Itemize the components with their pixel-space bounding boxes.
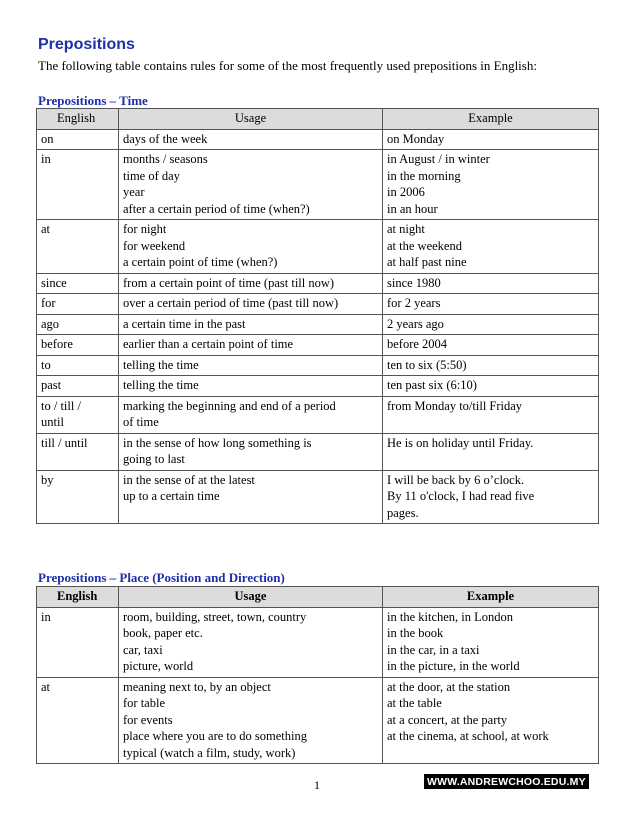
usage-cell: [119, 220, 383, 274]
english-text-line: for: [41, 296, 56, 310]
english-text-line: to / till /: [41, 398, 81, 413]
example-cell: [383, 273, 599, 294]
intro-text: The following table contains rules for some of the most frequently used prepositions in English:: [38, 58, 537, 73]
column-header-english: English: [37, 587, 119, 608]
page-title: Prepositions: [38, 36, 135, 53]
table-row: [37, 607, 599, 677]
english-cell: [37, 607, 119, 677]
usage-cell: [119, 376, 383, 397]
table-row: [37, 470, 599, 524]
example-text-line: for 2 years: [387, 296, 441, 310]
english-cell: [37, 294, 119, 315]
table-row: [37, 294, 599, 315]
usage-text-line: a certain point of time (when?): [123, 255, 278, 269]
example-text-line: since 1980: [387, 275, 441, 290]
example-cell: [383, 314, 599, 335]
example-text-line: in the morning: [387, 168, 461, 183]
usage-cell: [119, 150, 383, 220]
usage-text-line: typical (watch a film, study, work): [123, 745, 296, 760]
table-row: [37, 314, 599, 335]
english-text-line: at: [41, 679, 51, 694]
example-text-line: I will be back by 6 o’clock.: [387, 472, 525, 487]
example-text-line: By 11 o'clock, I had read five: [387, 489, 535, 503]
usage-text-line: over a certain period of time (past till now): [123, 296, 339, 310]
usage-cell: [119, 314, 383, 335]
example-text-line: in an hour: [387, 201, 438, 216]
usage-text-line: a certain time in the past: [123, 316, 246, 331]
usage-text-line: time of day: [123, 168, 180, 183]
example-cell: [383, 294, 599, 315]
english-cell: [37, 335, 119, 356]
column-header-usage: Usage: [119, 109, 383, 130]
usage-text-line: for weekend: [123, 238, 186, 253]
table-header-row: [37, 109, 599, 130]
example-cell: [383, 607, 599, 677]
table-header-row: [37, 587, 599, 608]
usage-text-line: meaning next to, by an object: [123, 679, 271, 694]
table-row: [37, 396, 599, 433]
example-cell: [383, 396, 599, 433]
english-cell: [37, 396, 119, 433]
column-header-example: Example: [383, 109, 599, 130]
usage-text-line: for night: [123, 222, 167, 236]
example-cell: [383, 355, 599, 376]
english-cell: [37, 355, 119, 376]
usage-text-line: telling the time: [123, 357, 199, 372]
example-text-line: at the table: [387, 696, 442, 710]
english-text-line: by: [41, 472, 54, 487]
example-text-line: in 2006: [387, 185, 425, 199]
example-text-line: from Monday to/till Friday: [387, 398, 523, 413]
usage-text-line: in the sense of how long something is: [123, 435, 312, 450]
example-text-line: in the book: [387, 626, 444, 640]
column-header-english: English: [37, 109, 119, 130]
example-cell: [383, 470, 599, 524]
table-row: [37, 677, 599, 764]
english-text-line: till / until: [41, 435, 88, 450]
example-text-line: at night: [387, 222, 425, 236]
example-text-line: 2 years ago: [387, 316, 444, 331]
usage-text-line: earlier than a certain point of time: [123, 337, 294, 351]
place-section-title: Prepositions – Place (Position and Direction): [38, 570, 285, 585]
example-cell: [383, 220, 599, 274]
english-cell: [37, 220, 119, 274]
table-row: [37, 220, 599, 274]
usage-text-line: year: [123, 185, 145, 199]
usage-text-line: of time: [123, 415, 159, 429]
example-text-line: ten to six (5:50): [387, 357, 467, 372]
english-cell: [37, 150, 119, 220]
english-text-line: before: [41, 337, 73, 351]
english-cell: [37, 433, 119, 470]
english-cell: [37, 129, 119, 150]
english-text-line: on: [41, 131, 54, 146]
example-text-line: at the door, at the station: [387, 679, 511, 694]
english-cell: [37, 677, 119, 764]
english-text-line: at: [41, 222, 51, 236]
table-row: [37, 335, 599, 356]
table-row: [37, 433, 599, 470]
english-text-line: ago: [41, 316, 60, 331]
english-text-line: since: [41, 275, 67, 290]
english-text-line: in: [41, 609, 51, 624]
example-text-line: before 2004: [387, 337, 448, 351]
usage-cell: [119, 273, 383, 294]
english-text-line: to: [41, 357, 51, 372]
example-cell: [383, 335, 599, 356]
usage-cell: [119, 294, 383, 315]
website-url-badge: WWW.ANDREWCHOO.EDU.MY: [424, 774, 589, 789]
usage-text-line: for table: [123, 696, 165, 710]
example-text-line: pages.: [387, 505, 419, 520]
table-row: [37, 150, 599, 220]
example-cell: [383, 129, 599, 150]
usage-cell: [119, 433, 383, 470]
column-header-example: Example: [383, 587, 599, 608]
usage-cell: [119, 355, 383, 376]
usage-text-line: after a certain period of time (when?): [123, 201, 310, 216]
example-text-line: at the weekend: [387, 238, 462, 253]
usage-cell: [119, 470, 383, 524]
usage-text-line: days of the week: [123, 131, 208, 146]
usage-cell: [119, 396, 383, 433]
example-text-line: in August / in winter: [387, 152, 490, 166]
english-text-line: in: [41, 152, 51, 166]
example-text-line: in the picture, in the world: [387, 659, 520, 673]
usage-text-line: room, building, street, town, country: [123, 609, 307, 624]
example-text-line: He is on holiday until Friday.: [387, 435, 534, 450]
time-section-title: Prepositions – Time: [38, 93, 148, 108]
example-text-line: at the cinema, at school, at work: [387, 729, 549, 743]
usage-cell: [119, 677, 383, 764]
english-cell: [37, 273, 119, 294]
example-cell: [383, 677, 599, 764]
usage-text-line: telling the time: [123, 378, 199, 392]
english-cell: [37, 470, 119, 524]
usage-cell: [119, 129, 383, 150]
table-row: [37, 129, 599, 150]
usage-text-line: up to a certain time: [123, 489, 220, 503]
time-prepositions-table: [36, 108, 599, 524]
example-text-line: at a concert, at the party: [387, 712, 508, 727]
usage-text-line: car, taxi: [123, 642, 163, 657]
example-cell: [383, 150, 599, 220]
usage-text-line: place where you are to do something: [123, 729, 307, 743]
place-prepositions-table: [36, 586, 599, 764]
example-text-line: in the kitchen, in London: [387, 609, 514, 624]
example-text-line: on Monday: [387, 131, 445, 146]
page-number: 1: [314, 778, 320, 792]
column-header-usage: Usage: [119, 587, 383, 608]
example-text-line: in the car, in a taxi: [387, 642, 480, 657]
english-cell: [37, 314, 119, 335]
usage-text-line: going to last: [123, 452, 185, 466]
usage-cell: [119, 335, 383, 356]
english-cell: [37, 376, 119, 397]
example-cell: [383, 376, 599, 397]
english-text-line: until: [41, 415, 64, 429]
example-text-line: ten past six (6:10): [387, 378, 477, 392]
usage-text-line: picture, world: [123, 659, 194, 673]
usage-text-line: marking the beginning and end of a period: [123, 398, 336, 413]
usage-cell: [119, 607, 383, 677]
usage-text-line: for events: [123, 712, 173, 727]
usage-text-line: in the sense of at the latest: [123, 472, 255, 487]
table-row: [37, 273, 599, 294]
usage-text-line: from a certain point of time (past till now): [123, 275, 335, 290]
example-cell: [383, 433, 599, 470]
usage-text-line: book, paper etc.: [123, 626, 203, 640]
english-text-line: past: [41, 378, 62, 392]
table-row: [37, 355, 599, 376]
usage-text-line: months / seasons: [123, 152, 208, 166]
example-text-line: at half past nine: [387, 255, 467, 269]
table-row: [37, 376, 599, 397]
